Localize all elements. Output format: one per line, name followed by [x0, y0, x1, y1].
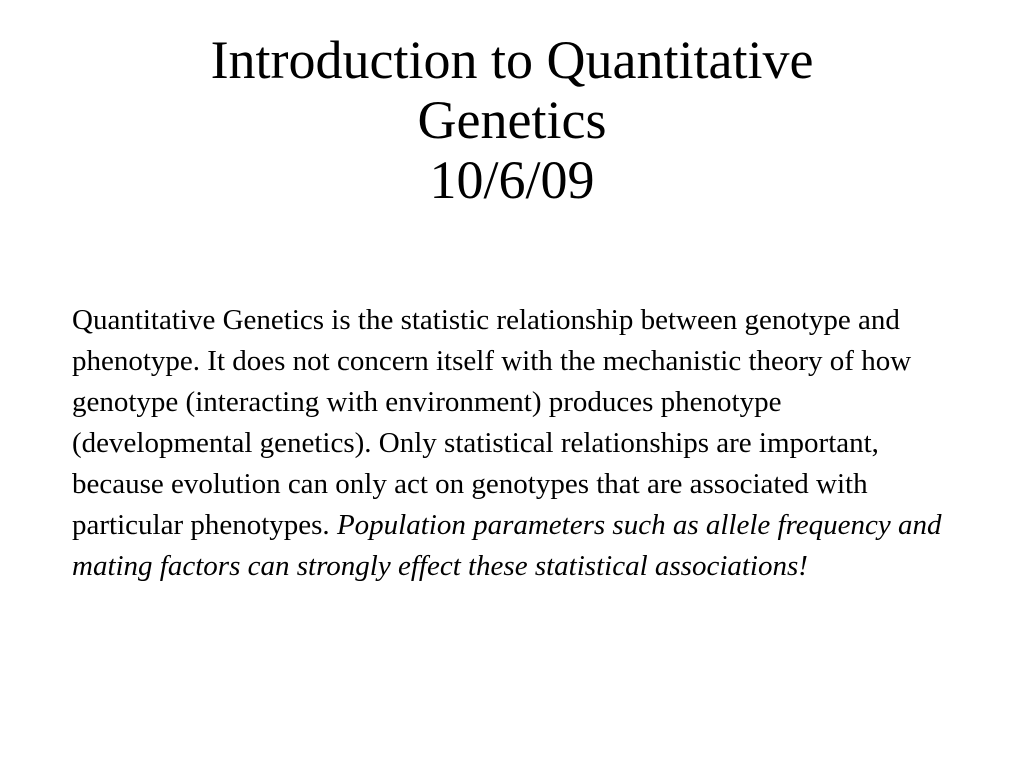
- title-line-1: Introduction to Quantitative: [210, 30, 814, 90]
- body-text-normal: Quantitative Genetics is the statistic relationship between genotype and phenotype. It does not concern itself with the mechanistic theory of how genotype (interacting with environment) produces phenotype (developmental genetics). Only statistical relationships are important, because evolution can only act on genotypes that are associated with particular phenotypes.: [72, 304, 912, 541]
- body-text-italic: Population parameters such as allele frequency and mating factors can strongly effect these statistical associations!: [72, 509, 942, 582]
- slide-body: [72, 300, 952, 587]
- title-line-2: Genetics: [417, 90, 607, 150]
- slide-title: [112, 30, 912, 210]
- slide-date: 10/6/09: [429, 150, 595, 210]
